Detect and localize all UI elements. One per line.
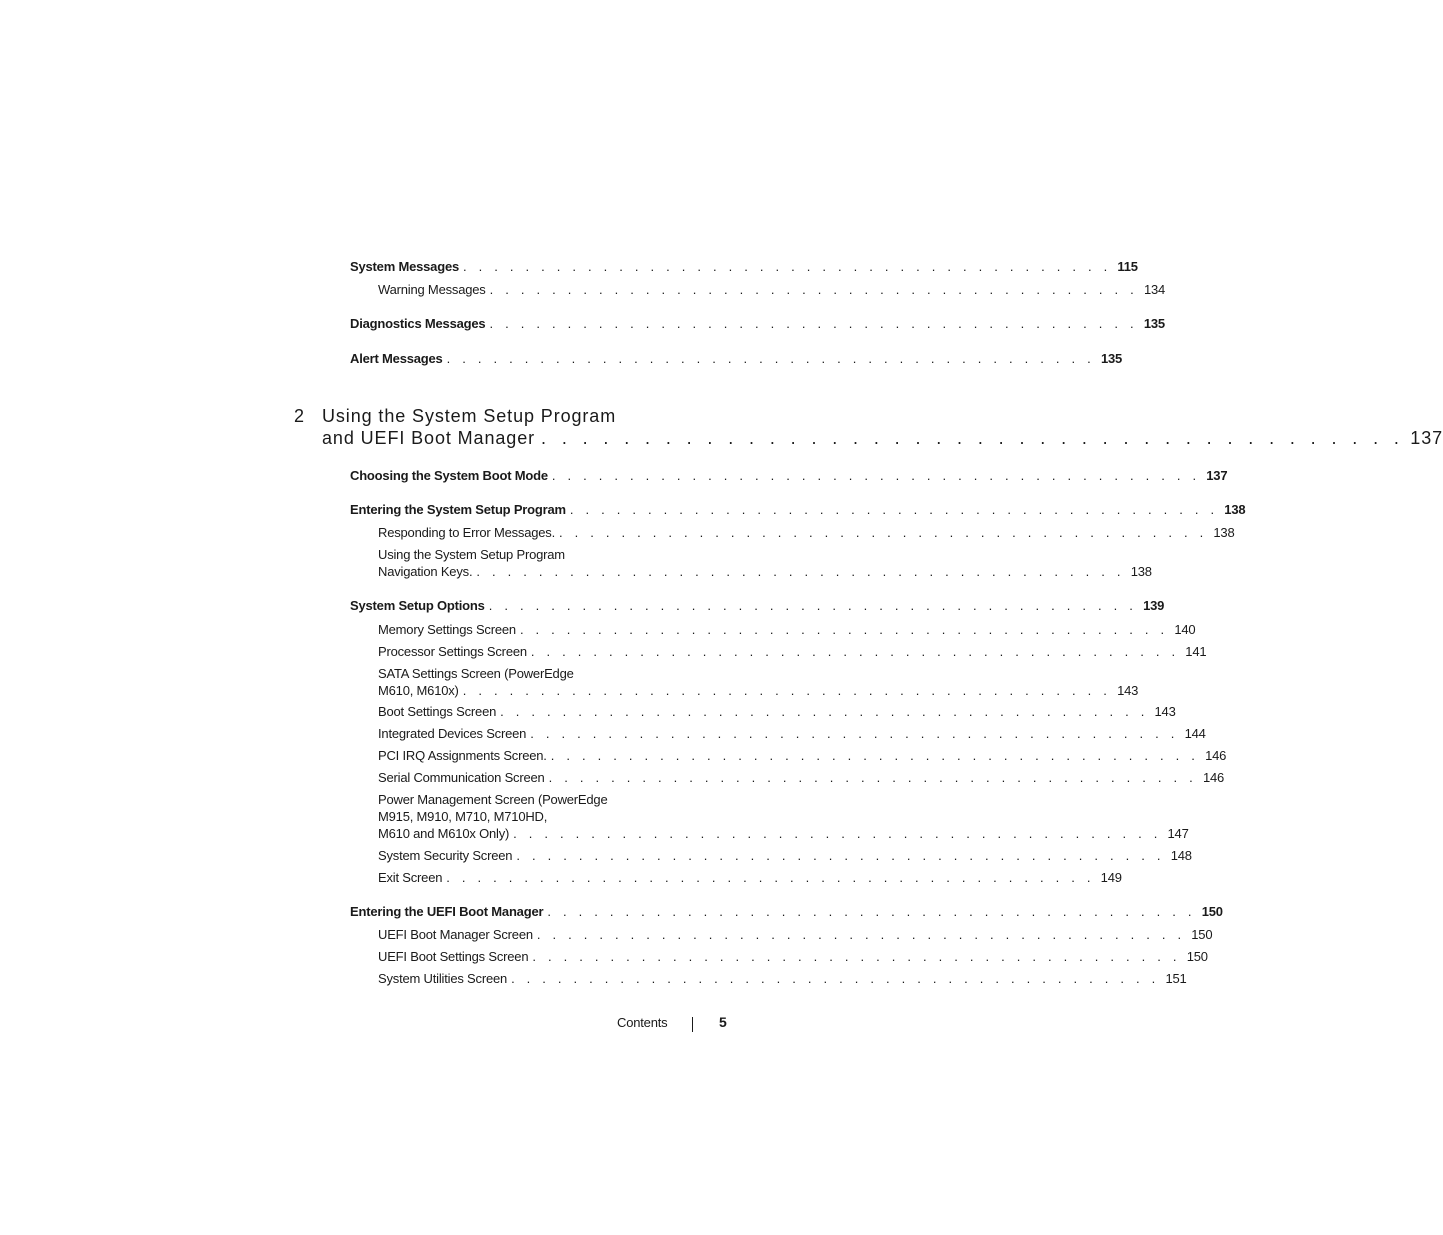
toc-entry-alert-messages[interactable]: Alert Messages . . . . . . . . . . . . . . . . . . . . . . . . . . . . . . . . . . . . . . . . . . 135 — [350, 351, 1123, 366]
toc-entry-processor-settings[interactable]: Processor Settings Screen . . . . . . . . . . . . . . . . . . . . . . . . . . . . . . . . . . . . . . . . . . 141 — [378, 644, 1207, 659]
toc-entry-diagnostics-messages[interactable]: Diagnostics Messages . . . . . . . . . . . . . . . . . . . . . . . . . . . . . . . . . . . . . . . . . . 135 — [350, 316, 1165, 331]
toc-entry-power-management[interactable]: M610 and M610x Only) . . . . . . . . . . . . . . . . . . . . . . . . . . . . . . . . . . . . . . . . . . 147 — [378, 826, 1189, 841]
toc-entry-responding-errors[interactable]: Responding to Error Messages. . . . . . . . . . . . . . . . . . . . . . . . . . . . . . . . . . . . . . . . . . . 138 — [378, 525, 1235, 540]
toc-entry-nav-keys[interactable]: Navigation Keys. . . . . . . . . . . . . . . . . . . . . . . . . . . . . . . . . . . . . . . . . . . 138 — [378, 564, 1152, 579]
toc-entry-nav-keys-line1: Using the System Setup Program — [378, 547, 565, 562]
toc-entry-entering-setup[interactable]: Entering the System Setup Program . . . . . . . . . . . . . . . . . . . . . . . . . . . . . . . . . . . . . . . . . . 138 — [350, 502, 1246, 517]
toc-entry-warning-messages[interactable]: Warning Messages . . . . . . . . . . . . . . . . . . . . . . . . . . . . . . . . . . . . . . . . . . 134 — [378, 282, 1166, 297]
toc-entry-power-line1: Power Management Screen (PowerEdge — [378, 792, 608, 807]
toc-entry-integrated-devices[interactable]: Integrated Devices Screen . . . . . . . . . . . . . . . . . . . . . . . . . . . . . . . . . . . . . . . . . . 144 — [378, 726, 1206, 741]
toc-entry-sata-line1: SATA Settings Screen (PowerEdge — [378, 666, 574, 681]
toc-entry-sata-settings[interactable]: M610, M610x) . . . . . . . . . . . . . . . . . . . . . . . . . . . . . . . . . . . . . . . . . . 143 — [378, 683, 1139, 698]
chapter-title-line2: and UEFI Boot Manager — [322, 428, 536, 448]
chapter-title-entry[interactable]: and UEFI Boot Manager . . . . . . . . . . . . . . . . . . . . . . . . . . . . . . . . . . . . . . . . . . 137 — [322, 428, 1443, 448]
toc-entry-memory-settings[interactable]: Memory Settings Screen . . . . . . . . . . . . . . . . . . . . . . . . . . . . . . . . . . . . . . . . . . 140 — [378, 622, 1196, 637]
chapter-number: 2 — [294, 406, 305, 426]
toc-entry-exit-screen[interactable]: Exit Screen . . . . . . . . . . . . . . . . . . . . . . . . . . . . . . . . . . . . . . . . . . 149 — [378, 870, 1122, 885]
toc-entry-system-messages[interactable]: System Messages . . . . . . . . . . . . . . . . . . . . . . . . . . . . . . . . . . . . . . . . . . 115 — [350, 259, 1138, 274]
footer-label: Contents — [617, 1015, 668, 1030]
toc-entry-power-line2: M915, M910, M710, M710HD, — [378, 809, 548, 824]
chapter-page: 137 — [1410, 428, 1443, 448]
toc-entry-uefi-boot-settings[interactable]: UEFI Boot Settings Screen . . . . . . . . . . . . . . . . . . . . . . . . . . . . . . . . . . . . . . . . . . 150 — [378, 949, 1208, 964]
toc-entry-serial-communication[interactable]: Serial Communication Screen . . . . . . . . . . . . . . . . . . . . . . . . . . . . . . . . . . . . . . . . . . 146 — [378, 770, 1225, 785]
toc-entry-uefi-manager-screen[interactable]: UEFI Boot Manager Screen . . . . . . . . . . . . . . . . . . . . . . . . . . . . . . . . . . . . . . . . . . 150 — [378, 927, 1213, 942]
toc-entry-setup-options[interactable]: System Setup Options . . . . . . . . . . . . . . . . . . . . . . . . . . . . . . . . . . . . . . . . . . 139 — [350, 598, 1165, 613]
toc-entry-system-utilities[interactable]: System Utilities Screen . . . . . . . . . . . . . . . . . . . . . . . . . . . . . . . . . . . . . . . . . . 151 — [378, 971, 1187, 986]
toc-entry-choosing-boot-mode[interactable]: Choosing the System Boot Mode . . . . . . . . . . . . . . . . . . . . . . . . . . . . . . . . . . . . . . . . . . 137 — [350, 468, 1228, 483]
toc-entry-entering-uefi[interactable]: Entering the UEFI Boot Manager . . . . . . . . . . . . . . . . . . . . . . . . . . . . . . . . . . . . . . . . . . 150 — [350, 904, 1223, 919]
toc-entry-boot-settings[interactable]: Boot Settings Screen . . . . . . . . . . . . . . . . . . . . . . . . . . . . . . . . . . . . . . . . . . 143 — [378, 704, 1176, 719]
toc-entry-pci-irq[interactable]: PCI IRQ Assignments Screen. . . . . . . . . . . . . . . . . . . . . . . . . . . . . . . . . . . . . . . . . . . 146 — [378, 748, 1227, 763]
toc-entry-system-security[interactable]: System Security Screen . . . . . . . . . . . . . . . . . . . . . . . . . . . . . . . . . . . . . . . . . . 148 — [378, 848, 1192, 863]
footer-page-number: 5 — [719, 1014, 727, 1030]
chapter-title-line1: Using the System Setup Program — [322, 406, 617, 426]
footer-separator — [692, 1017, 693, 1032]
